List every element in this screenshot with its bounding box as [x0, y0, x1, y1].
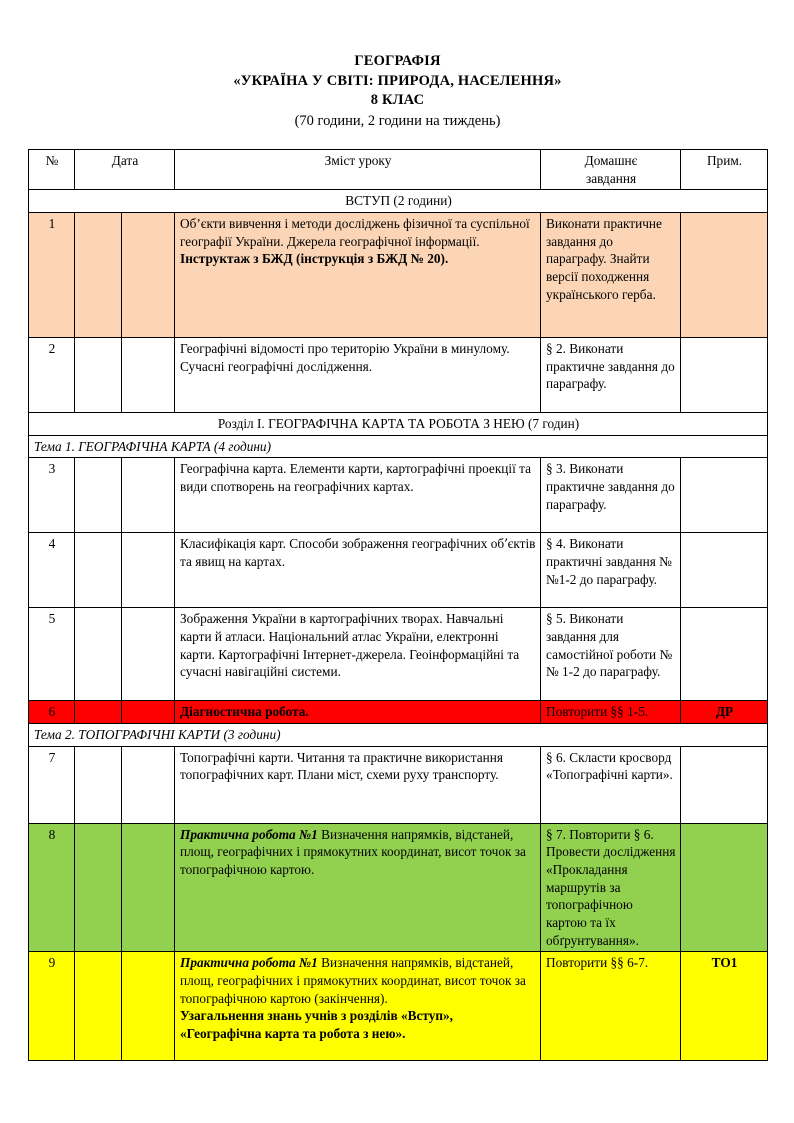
page-title-line-1: ГЕОГРАФІЯ — [354, 53, 441, 69]
note-cell — [681, 952, 768, 1061]
lesson-content-text — [180, 460, 536, 495]
date-cell-actual[interactable] — [122, 952, 175, 1061]
date-cell-actual[interactable] — [122, 701, 175, 724]
date-cell-actual[interactable] — [122, 212, 175, 337]
date-cell-planned[interactable] — [75, 608, 122, 701]
lesson-row — [29, 608, 768, 701]
lesson-content — [175, 337, 541, 412]
note-cell — [681, 337, 768, 412]
practical-work-label: Практична робота №1 — [180, 826, 318, 842]
lesson-content-plain: Об’єкти вивчення і методи досліджень фізичної та суспільної географії України. Джерела географічної інформації. — [180, 215, 530, 249]
homework-cell: § 7. Повторити § 6. Провести дослідження «Прокладання маршрутів за топографічною картою та їх обґрунтування». — [541, 823, 681, 952]
homework-cell: § 6. Скласти кросворд «Топографічні карти». — [541, 746, 681, 823]
homework-cell: § 5. Виконати завдання для самостійної роботи №№ 1-2 до параграфу. — [541, 608, 681, 701]
lesson-row — [29, 952, 768, 1061]
date-cell-planned[interactable] — [75, 533, 122, 608]
lesson-number: 1 — [29, 212, 75, 337]
lesson-number: 6 — [29, 701, 75, 724]
lesson-number: 4 — [29, 533, 75, 608]
note-cell — [681, 608, 768, 701]
lesson-number: 5 — [29, 608, 75, 701]
table-body — [29, 190, 768, 1061]
date-cell-planned[interactable] — [75, 823, 122, 952]
date-cell-planned[interactable] — [75, 701, 122, 724]
note-badge: ДР — [715, 704, 734, 720]
homework-cell: Виконати практичне завдання до параграфу. Знайти версії походження українського герба. — [541, 212, 681, 337]
theme-header-row — [29, 435, 768, 458]
section-header-label: ВСТУП (2 години) — [29, 190, 768, 213]
column-header-homework-line1: Домашнє — [584, 152, 638, 168]
date-cell-actual[interactable] — [122, 823, 175, 952]
lesson-number: 9 — [29, 952, 75, 1061]
lesson-content — [175, 952, 541, 1061]
note-cell — [681, 533, 768, 608]
lesson-content-text — [180, 826, 536, 879]
note-cell — [681, 458, 768, 533]
lesson-content-text — [180, 954, 536, 1042]
lesson-content-text — [180, 703, 536, 721]
lesson-content-text — [180, 215, 536, 268]
lesson-content-plain: Географічна карта. Елементи карти, картографічні проекції та види спотворень на географічних картах. — [180, 461, 531, 494]
section-header-label: Розділ І. ГЕОГРАФІЧНА КАРТА ТА РОБОТА З НЕЮ (7 годин) — [29, 412, 768, 435]
section-header-row — [29, 190, 768, 213]
date-cell-actual[interactable] — [122, 533, 175, 608]
note-cell — [681, 746, 768, 823]
theme-header-row — [29, 723, 768, 746]
lesson-content-plain: Зображення України в картографічних творах. Навчальні карти й атласи. Національний атлас України, електронні карти. Картографічні Інтернет-джерела. Геоінформаційні та сучасні навігаційні системи. — [180, 611, 520, 680]
lesson-row — [29, 746, 768, 823]
date-cell-planned[interactable] — [75, 952, 122, 1061]
date-cell-actual[interactable] — [122, 746, 175, 823]
page-title-line-3: 8 КЛАС — [370, 92, 425, 109]
lesson-content — [175, 458, 541, 533]
date-cell-planned[interactable] — [75, 458, 122, 533]
lesson-content-plain: Географічні відомості про територію України в минулому. Сучасні географічні дослідження. — [180, 340, 510, 374]
column-header-homework-line2: завдання — [585, 170, 637, 186]
lesson-number: 2 — [29, 337, 75, 412]
lesson-content-text — [180, 535, 536, 570]
lesson-content-text — [180, 610, 536, 681]
lesson-content-emphasis: Інструктаж з БЖД (інструкція з БЖД № 20). — [180, 251, 449, 267]
table-header-row — [29, 149, 768, 189]
lesson-content-plain: Класифікація карт. Способи зображення географічних об՚єктів та явищ на картах. — [180, 536, 536, 569]
lesson-content — [175, 533, 541, 608]
date-cell-planned[interactable] — [75, 746, 122, 823]
document-title-block — [28, 52, 767, 133]
page-subtitle: (70 години, 2 години на тиждень) — [294, 113, 501, 130]
date-cell-planned[interactable] — [75, 212, 122, 337]
theme-header-label: Тема 2. ТОПОГРАФІЧНІ КАРТИ (3 години) — [29, 723, 768, 746]
lesson-number: 3 — [29, 458, 75, 533]
homework-cell: Повторити §§ 6-7. — [541, 952, 681, 1061]
homework-cell: § 3. Виконати практичне завдання до параграфу. — [541, 458, 681, 533]
date-cell-actual[interactable] — [122, 608, 175, 701]
lesson-row — [29, 533, 768, 608]
date-cell-planned[interactable] — [75, 337, 122, 412]
lesson-row — [29, 823, 768, 952]
lesson-content-plain: Визначення напрямків, відстаней, площ, географічних і прямокутних координат, висот точок за топографічною картою. — [180, 826, 526, 877]
date-cell-actual[interactable] — [122, 337, 175, 412]
practical-work-label: Практична робота №1 — [180, 955, 318, 971]
lesson-content-plain: Визначення напрямків, відстаней, площ, географічних і прямокутних координат, висот точок за топографічною картою (закінчення). — [180, 955, 526, 1006]
column-header-date: Дата — [75, 149, 175, 189]
lesson-row — [29, 458, 768, 533]
note-cell — [681, 701, 768, 724]
lesson-content — [175, 701, 541, 724]
homework-cell: § 4. Виконати практичні завдання №№1-2 до параграфу. — [541, 533, 681, 608]
section-header-row — [29, 412, 768, 435]
lesson-content — [175, 212, 541, 337]
lesson-content-emphasis: Узагальнення знань учнів з розділів «Вступ», «Географічна карта та робота з нею». — [180, 1008, 454, 1041]
column-header-number: № — [29, 149, 75, 189]
column-header-content: Зміст уроку — [175, 149, 541, 189]
homework-cell: Повторити §§ 1-5. — [541, 701, 681, 724]
lesson-content — [175, 823, 541, 952]
lesson-content-text — [180, 340, 536, 375]
lesson-row — [29, 337, 768, 412]
note-cell — [681, 212, 768, 337]
lesson-content — [175, 746, 541, 823]
table-head — [29, 149, 768, 189]
note-cell — [681, 823, 768, 952]
homework-cell: § 2. Виконати практичне завдання до параграфу. — [541, 337, 681, 412]
column-header-homework — [541, 149, 681, 189]
theme-header-label: Тема 1. ГЕОГРАФІЧНА КАРТА (4 години) — [29, 435, 768, 458]
lesson-number: 8 — [29, 823, 75, 952]
lesson-content-text — [180, 749, 536, 784]
lesson-content — [175, 608, 541, 701]
lesson-number: 7 — [29, 746, 75, 823]
lesson-row — [29, 212, 768, 337]
column-header-note: Прим. — [681, 149, 768, 189]
lesson-content-plain: Топографічні карти. Читання та практичне використання топографічних карт. Плани міст, схеми руху транспорту. — [180, 749, 504, 783]
page-title-line-2: «УКРАЇНА У СВІТІ: ПРИРОДА, НАСЕЛЕННЯ» — [233, 72, 562, 89]
lesson-row — [29, 701, 768, 724]
lesson-content-emphasis: Діагностична робота. — [180, 704, 309, 720]
date-cell-actual[interactable] — [122, 458, 175, 533]
lesson-plan-table — [28, 149, 768, 1061]
note-badge: ТО1 — [711, 955, 738, 971]
